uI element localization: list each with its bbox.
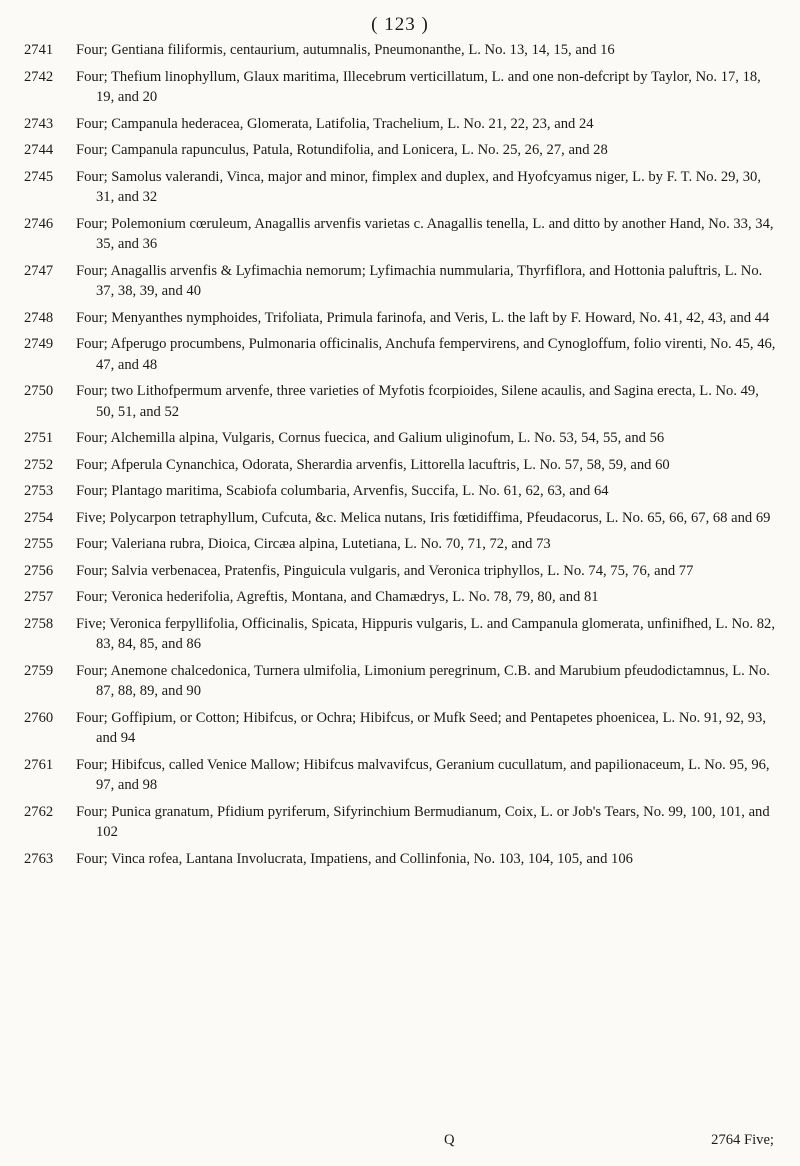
lot-description: Four; Anagallis arvenfis & Lyfimachia nemorum; Lyfimachia nummularia, Thyrfiflora, and Hottonia paluftris, L. No. 37, 38, 39, and 40 bbox=[76, 262, 763, 299]
catalogue-entry bbox=[0, 849, 800, 870]
lot-number: 2750 bbox=[24, 383, 54, 399]
lot-number: 2743 bbox=[24, 115, 54, 132]
catalogue-entry bbox=[0, 561, 800, 582]
signature-mark: Q bbox=[444, 1132, 455, 1148]
lot-number: 2742 bbox=[24, 68, 54, 85]
lot-number: 2746 bbox=[24, 215, 54, 232]
lot-description: Four; Anemone chalcedonica, Turnera ulmifolia, Limonium peregrinum, C.B. and Marubium pfeudodictamnus, L. No. 87, 88, 89, and 90 bbox=[76, 662, 770, 699]
lot-description: Four; Plantago maritima, Scabiofa columbaria, Arvenfis, Succifa, L. No. 61, 62, 63, and 64 bbox=[76, 483, 609, 499]
lot-number: 2748 bbox=[24, 309, 54, 326]
catalogue-entry bbox=[0, 614, 800, 655]
lot-description: Five; Veronica ferpyllifolia, Officinalis, Spicata, Hippuris vulgaris, L. and Campanula glomerata, unfinifhed, L. No. 82, 83, 84, 85, and 86 bbox=[76, 615, 775, 652]
lot-description: Four; Vinca rofea, Lantana Involucrata, Impatiens, and Collinfonia, No. 103, 104, 105, and 106 bbox=[76, 850, 633, 867]
lot-number: 2749 bbox=[24, 336, 54, 352]
lot-description: Four; Menyanthes nymphoides, Trifoliata, Primula farinofa, and Veris, L. the laft by F. Howard, No. 41, 42, 43, and 44 bbox=[76, 309, 770, 326]
lot-number: 2747 bbox=[24, 262, 54, 279]
catalogue-entry bbox=[0, 508, 800, 529]
catalogue-entry bbox=[0, 534, 800, 555]
catalogue-entry bbox=[0, 708, 800, 749]
lot-number: 2753 bbox=[24, 483, 54, 499]
catalogue-entry bbox=[0, 587, 800, 608]
catalogue-entry bbox=[0, 40, 800, 61]
lot-number: 2761 bbox=[24, 756, 54, 773]
lot-description: Four; Valeriana rubra, Dioica, Circæa alpina, Lutetiana, L. No. 70, 71, 72, and 73 bbox=[76, 536, 551, 552]
catalogue-entry bbox=[0, 167, 800, 208]
lot-number: 2759 bbox=[24, 662, 54, 679]
lot-number: 2741 bbox=[24, 42, 54, 58]
catalogue-entry bbox=[0, 661, 800, 702]
lot-number: 2751 bbox=[24, 430, 54, 446]
page-footer bbox=[0, 1132, 800, 1154]
catalogue-entry bbox=[0, 455, 800, 476]
lot-number: 2760 bbox=[24, 709, 54, 726]
lot-description: Four; Veronica hederifolia, Agreftis, Montana, and Chamædrys, L. No. 78, 79, 80, and 81 bbox=[76, 589, 599, 605]
lot-number: 2762 bbox=[24, 803, 54, 820]
catalogue-entry bbox=[0, 67, 800, 108]
lot-description: Four; Thefium linophyllum, Glaux maritima, Illecebrum verticillatum, L. and one non-defcript by Taylor, No. 17, 18, 19, and 20 bbox=[76, 68, 761, 105]
catalogue-entries bbox=[0, 40, 800, 875]
lot-description: Four; Alchemilla alpina, Vulgaris, Cornus fuecica, and Galium uliginofum, L. No. 53, 54, 55, and 56 bbox=[76, 430, 665, 446]
lot-number: 2745 bbox=[24, 168, 54, 185]
lot-number: 2754 bbox=[24, 509, 54, 526]
lot-number: 2755 bbox=[24, 536, 54, 552]
lot-number: 2756 bbox=[24, 562, 54, 579]
catalogue-entry bbox=[0, 755, 800, 796]
catalogue-entry bbox=[0, 261, 800, 302]
lot-number: 2763 bbox=[24, 850, 54, 867]
page-number: ( 123 ) bbox=[371, 14, 429, 35]
catalogue-entry bbox=[0, 481, 800, 502]
lot-description: Four; Punica granatum, Pfidium pyriferum, Sifyrinchium Bermudianum, Coix, L. or Job's Tears, No. 99, 100, 101, and 102 bbox=[76, 803, 770, 840]
catalogue-entry bbox=[0, 214, 800, 255]
lot-description: Four; Hibifcus, called Venice Mallow; Hibifcus malvavifcus, Geranium cucullatum, and papilionaceum, L. No. 95, 96, 97, and 98 bbox=[76, 756, 770, 793]
lot-number: 2744 bbox=[24, 142, 54, 158]
catalogue-entry bbox=[0, 802, 800, 843]
lot-number: 2758 bbox=[24, 615, 54, 632]
lot-number: 2752 bbox=[24, 456, 54, 473]
catchword: 2764 Five; bbox=[711, 1132, 774, 1148]
lot-description: Four; Salvia verbenacea, Pratenfis, Pinguicula vulgaris, and Veronica triphyllos, L. No. 74, 75, 76, and 77 bbox=[76, 562, 694, 579]
lot-description: Four; Gentiana filiformis, centaurium, autumnalis, Pneumonanthe, L. No. 13, 14, 15, and 16 bbox=[76, 42, 615, 58]
lot-description: Five; Polycarpon tetraphyllum, Cufcuta, &c. Melica nutans, Iris fœtidiffima, Pfeudacorus, L. No. 65, 66, 67, 68 and 69 bbox=[76, 509, 771, 526]
lot-description: Four; Goffipium, or Cotton; Hibifcus, or Ochra; Hibifcus, or Mufk Seed; and Pentapetes phoenicea, L. No. 91, 92, 93, and 94 bbox=[76, 709, 766, 746]
catalogue-entry bbox=[0, 381, 800, 422]
catalogue-entry bbox=[0, 114, 800, 135]
lot-description: Four; Samolus valerandi, Vinca, major and minor, fimplex and duplex, and Hyofcyamus niger, L. by F. T. No. 29, 30, 31, and 32 bbox=[76, 168, 762, 205]
lot-description: Four; Afperula Cynanchica, Odorata, Sherardia arvenfis, Littorella lacuftris, L. No. 57, 58, 59, and 60 bbox=[76, 456, 670, 473]
lot-number: 2757 bbox=[24, 589, 54, 605]
catalogue-entry bbox=[0, 308, 800, 329]
catalogue-entry bbox=[0, 334, 800, 375]
catalogue-entry bbox=[0, 428, 800, 449]
lot-description: Four; two Lithofpermum arvenfe, three varieties of Myfotis fcorpioides, Silene acaulis, and Sagina erecta, L. No. 49, 50, 51, and 52 bbox=[76, 383, 759, 420]
lot-description: Four; Campanula hederacea, Glomerata, Latifolia, Trachelium, L. No. 21, 22, 23, and 24 bbox=[76, 115, 594, 132]
lot-description: Four; Polemonium cœruleum, Anagallis arvenfis varietas c. Anagallis tenella, L. and ditto by another Hand, No. 33, 34, 35, and 36 bbox=[76, 215, 774, 252]
lot-description: Four; Afperugo procumbens, Pulmonaria officinalis, Anchufa fempervirens, and Cynogloffum, folio virenti, No. 45, 46, 47, and 48 bbox=[76, 336, 776, 373]
lot-description: Four; Campanula rapunculus, Patula, Rotundifolia, and Lonicera, L. No. 25, 26, 27, and 28 bbox=[76, 142, 608, 158]
catalogue-entry bbox=[0, 140, 800, 161]
